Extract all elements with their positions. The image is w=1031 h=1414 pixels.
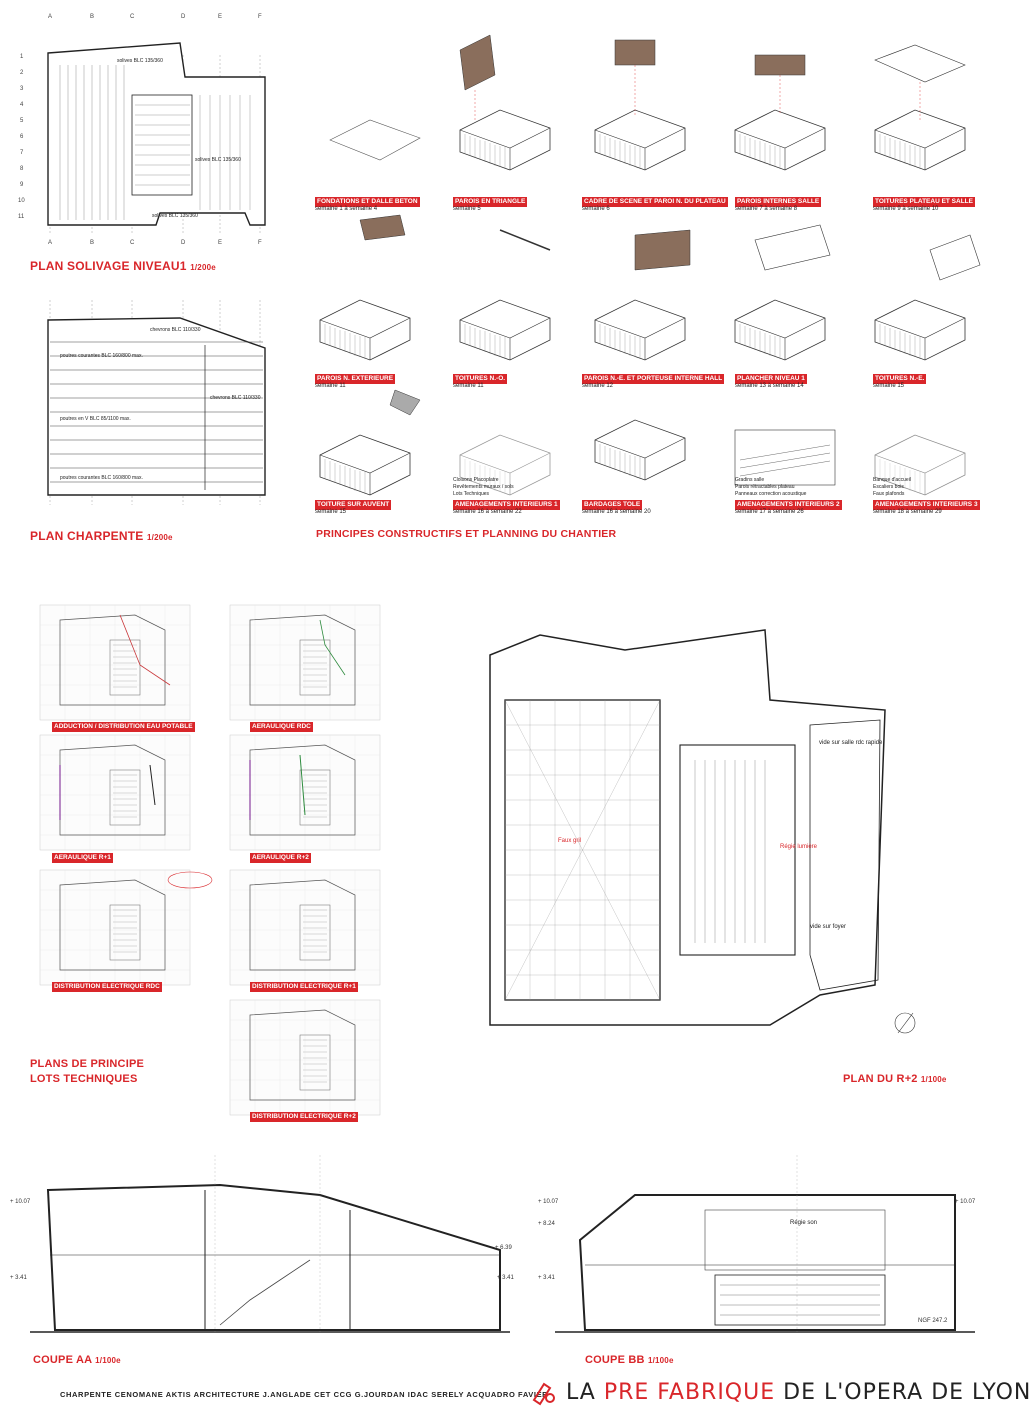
aa-level-4: + 3.41	[497, 1275, 514, 1281]
grid-row-10: 10	[18, 198, 25, 204]
tech-tag-5: DISTRIBUTION ELECTRIQUE RDC	[54, 983, 160, 990]
step-week-7: semaine 11	[453, 383, 484, 389]
bb-level-2: + 8.24	[538, 1221, 555, 1227]
step-14-note-2: Parois rétractables plateau	[735, 484, 795, 490]
charpente-label-4: poutres en V BLC 85/1100 max.	[60, 416, 131, 422]
r2-void-foyer: vide sur foyer	[810, 924, 847, 930]
r2-void-hall: vide sur salle rdc rapide	[819, 740, 883, 746]
bb-level-1: + 10.07	[538, 1199, 559, 1205]
step-tag-15: AMENAGEMENTS INTERIEURS 3	[875, 501, 978, 508]
step-tag-2: PAROIS EN TRIANGLE	[455, 198, 526, 205]
step-14-note-1: Gradins salle	[735, 477, 765, 483]
step-tag-3: CADRE DE SCENE ET PAROI N. DU PLATEAU	[584, 198, 726, 205]
step-week-12: semaine 16 à semaine 22	[453, 509, 522, 515]
grid-col-a-bottom: A	[48, 240, 53, 246]
step-tag-14: AMENAGEMENTS INTERIEURS 2	[737, 501, 840, 508]
grid-col-e-top: E	[218, 14, 223, 20]
step-tag-10: TOITURES N.-E.	[875, 375, 925, 382]
grid-col-b-bottom: B	[90, 240, 95, 246]
charpente-label-2: poutres courantes BLC 160/800 max.	[60, 353, 143, 359]
step-tag-12: AMENAGEMENTS INTERIEURS 1	[455, 501, 558, 508]
step-15-note-2: Escaliers bois	[873, 484, 904, 490]
coupe-bb-title: COUPE BB 1/100e	[585, 1354, 674, 1366]
tech-tag-1: ADDUCTION / DISTRIBUTION EAU POTABLE	[54, 723, 193, 730]
solivage-label-2: solives BLC 135/360	[195, 157, 241, 163]
step-week-1: semaine 1 à semaine 4	[315, 206, 378, 212]
step-12-note-3: Lots Techniques	[453, 491, 490, 497]
tech-tag-4: AERAULIQUE R+2	[252, 854, 309, 861]
plan-charpente-drawing	[20, 290, 300, 515]
step-12-note-1: Cloisons Placoplatre	[453, 477, 499, 483]
step-week-6: semaine 11	[315, 383, 346, 389]
grid-col-c-top: C	[130, 14, 135, 20]
grid-row-5: 5	[20, 118, 24, 124]
step-15-note-1: Banque d'accueil	[873, 477, 911, 483]
grid-col-f-bottom: F	[258, 240, 262, 246]
step-12-note-2: Revêtements muraux / sols	[453, 484, 514, 490]
grid-row-1: 1	[20, 54, 24, 60]
step-tag-9: PLANCHER NIVEAU 1	[737, 375, 805, 382]
step-week-4: semaine 7 à semaine 8	[735, 206, 798, 212]
coupe-aa-drawing	[20, 1150, 520, 1350]
grid-col-d-top: D	[181, 14, 186, 20]
planning-isometrics	[310, 20, 1000, 500]
step-week-3: semaine 6	[582, 206, 610, 212]
footer-partners: CHARPENTE CENOMANE AKTIS ARCHITECTURE J.ANGLADE CET CCG G.JOURDAN IDAC SERELY ACQUADRO FAVIER	[60, 1390, 549, 1399]
grid-row-7: 7	[20, 150, 24, 156]
tech-tag-7: DISTRIBUTION ELECTRIQUE R+2	[252, 1113, 356, 1120]
step-14-note-3: Panneaux correction acoustique	[735, 491, 807, 497]
r2-faux-gril: Faux gril	[558, 838, 582, 844]
bb-level-4: + 10.07	[955, 1199, 976, 1205]
tech-title-line1: PLANS DE PRINCIPE	[30, 1058, 145, 1070]
step-tag-8: PAROIS N.-E. ET PORTEUSE INTERNE HALL	[584, 375, 723, 382]
grid-col-e-bottom: E	[218, 240, 223, 246]
step-week-5: semaine 9 à semaine 10	[873, 206, 939, 212]
grid-col-f-top: F	[258, 14, 262, 20]
grid-col-a-top: A	[48, 14, 53, 20]
step-week-11: semaine 15	[315, 509, 347, 515]
solivage-label-3: solives BLC 135/360	[152, 213, 198, 219]
step-tag-4: PAROIS INTERNES SALLE	[737, 198, 820, 205]
step-tag-6: PAROIS N. EXTERIEURE	[317, 375, 394, 382]
step-tag-5: TOITURES PLATEAU ET SALLE	[875, 198, 973, 205]
charpente-label-5: poutres courantes BLC 160/800 max.	[60, 475, 143, 481]
step-week-9: semaine 13 à semaine 14	[735, 383, 804, 389]
bb-level-3: + 3.41	[538, 1275, 555, 1281]
step-tag-13: BARDAGES TOLE	[584, 501, 641, 508]
grid-row-9: 9	[20, 182, 24, 188]
step-week-15: semaine 18 à semaine 29	[873, 509, 942, 515]
step-15-note-3: Faux plafonds	[873, 491, 905, 497]
step-week-13: semaine 16 à semaine 20	[582, 509, 651, 515]
brand-title: LA PRE FABRIQUE DE L'OPERA DE LYON	[566, 1380, 1031, 1405]
tech-tag-6: DISTRIBUTION ELECTRIQUE R+1	[252, 983, 356, 990]
tech-tag-2: AERAULIQUE RDC	[252, 723, 311, 730]
grid-col-b-top: B	[90, 14, 95, 20]
step-tag-1: FONDATIONS ET DALLE BETON	[317, 198, 418, 205]
aa-level-2: + 6.39	[495, 1245, 512, 1251]
step-week-10: semaine 15	[873, 383, 905, 389]
solivage-label-1: solives BLC 135/360	[117, 58, 163, 64]
charpente-label-3: chevrons BLC 110/330	[210, 395, 261, 401]
step-week-2: semaine 5	[453, 206, 481, 212]
grid-row-8: 8	[20, 166, 24, 172]
tech-title-line2: LOTS TECHNIQUES	[30, 1073, 138, 1085]
aa-level-3: + 3.41	[10, 1275, 27, 1281]
r2-regie: Régie lumière	[780, 844, 818, 850]
step-week-14: semaine 17 à semaine 26	[735, 509, 804, 515]
bb-level-5: NGF 247.2	[918, 1318, 948, 1324]
grid-col-d-bottom: D	[181, 240, 186, 246]
brand-logo-icon	[530, 1378, 560, 1408]
coupe-aa-title: COUPE AA 1/100e	[33, 1354, 121, 1366]
grid-row-4: 4	[20, 102, 24, 108]
planning-title: PRINCIPES CONSTRUCTIFS ET PLANNING DU CHANTIER	[316, 528, 617, 540]
plan-solivage-title: PLAN SOLIVAGE NIVEAU1 1/200e	[30, 259, 216, 273]
plan-charpente-title: PLAN CHARPENTE 1/200e	[30, 529, 173, 543]
grid-row-6: 6	[20, 134, 24, 140]
grid-row-2: 2	[20, 70, 24, 76]
plan-r2-drawing	[480, 625, 950, 1045]
plan-r2-title: PLAN DU R+2 1/100e	[843, 1073, 947, 1085]
grid-col-c-bottom: C	[130, 240, 135, 246]
grid-row-3: 3	[20, 86, 24, 92]
step-tag-7: TOITURES N.-O.	[455, 375, 506, 382]
aa-level-1: + 10.07	[10, 1199, 31, 1205]
tech-tag-3: AERAULIQUE R+1	[54, 854, 111, 861]
bb-regie: Régie son	[790, 1220, 818, 1226]
grid-row-11: 11	[18, 214, 25, 220]
step-tag-11: TOITURE SUR AUVENT	[317, 501, 390, 508]
charpente-label-1: chevrons BLC 110/330	[150, 327, 201, 333]
step-week-8: semaine 12	[582, 383, 614, 389]
